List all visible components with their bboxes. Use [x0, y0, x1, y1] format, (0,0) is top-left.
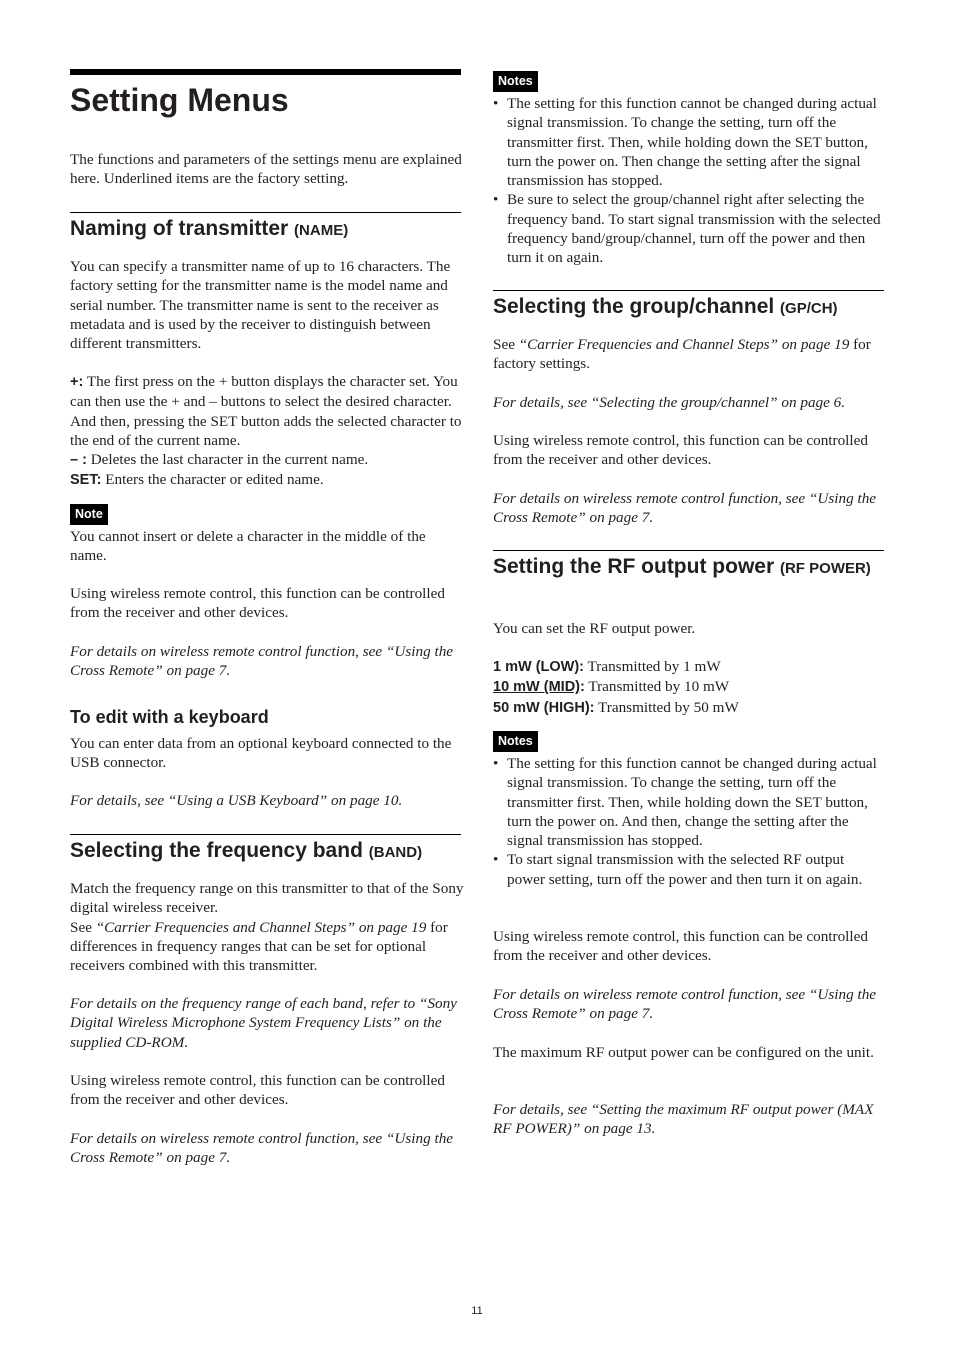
- group-remote-reference: For details on wireless remote control function, see “Using the Cross Remote” on page 7.: [493, 490, 877, 527]
- band-para: Match the frequency range on this transmitter to that of the Sony digital wireless receiver.: [70, 880, 464, 917]
- section-heading-band: [70, 834, 461, 866]
- see-prefix: See: [70, 918, 96, 936]
- naming-button-definitions: [70, 372, 465, 491]
- rf-intro: You can set the RF output power.: [493, 620, 696, 637]
- list-item: • Be sure to select the group/channel right after selecting the frequency band. To start signal transmission with the selected frequency band/group/channel, turn off the power and then turn it on again.: [493, 190, 885, 267]
- band-notes-list: [493, 94, 885, 268]
- option-text-mid: Transmitted by 10 mW: [584, 678, 730, 696]
- rf-remote-reference: For details on wireless remote control function, see “Using the Cross Remote” on page 7.: [493, 986, 877, 1023]
- section-heading-rf: [493, 550, 884, 582]
- option-term-low: 1 mW (LOW):: [493, 659, 585, 675]
- naming-remote-reference: For details on wireless remote control function, see “Using the Cross Remote” on page 7.: [70, 643, 454, 680]
- option-text-high: Transmitted by 50 mW: [594, 698, 739, 716]
- set-term: SET:: [70, 472, 102, 489]
- keyboard-subheading: To edit with a keyboard: [70, 707, 269, 727]
- page-number: 11: [471, 1305, 483, 1317]
- option-term-high: 50 mW (HIGH):: [493, 699, 595, 716]
- group-remote-text: Using wireless remote control, this function can be controlled from the receiver and other devices.: [493, 432, 868, 469]
- rf-remote-text: Using wireless remote control, this function can be controlled from the receiver and other devices.: [493, 928, 868, 965]
- heading-text: Selecting the frequency band: [70, 839, 363, 862]
- heading-text: Setting the RF output power: [493, 555, 775, 578]
- option-term-mid-colon: :: [580, 679, 585, 696]
- rf-options: [493, 657, 888, 718]
- heading-text: Naming of transmitter: [70, 217, 289, 240]
- naming-note-text: You cannot insert or delete a character in the middle of the name.: [70, 528, 426, 565]
- band-description: [70, 879, 465, 975]
- section-heading-group: [493, 290, 884, 322]
- option-text-low: Transmitted by 1 mW: [584, 658, 721, 675]
- minus-text: Deletes the last character in the current name.: [86, 451, 369, 469]
- plus-term: +:: [70, 374, 84, 390]
- group-see-text: [493, 335, 888, 374]
- keyboard-text: You can enter data from an optional keyboard connected to the USB connector.: [70, 735, 452, 772]
- band-remote-reference: For details on wireless remote control function, see “Using the Cross Remote” on page 7.: [70, 1130, 454, 1167]
- group-details-reference: For details, see “Selecting the group/channel” on page 6.: [493, 394, 846, 411]
- option-term-mid: 10 mW (MID): [493, 679, 580, 696]
- see-suffix: for differences in frequency ranges that can be set for optional receivers combined with this transmitter.: [70, 918, 448, 975]
- section-heading-naming: [70, 212, 461, 244]
- page-title: Setting Menus: [70, 69, 461, 120]
- list-item: • The setting for this function cannot be changed during actual signal transmission. To change the setting, turn off the transmitter first. Then, while holding down the SET button, turn the power on. And then, change the setting after the signal transmission has stopped.: [493, 754, 885, 850]
- notes-label: Notes: [493, 71, 538, 92]
- minus-term: – :: [70, 452, 87, 469]
- keyboard-reference: For details, see “Using a USB Keyboard” on page 10.: [70, 792, 403, 809]
- rf-max-text: The maximum RF output power can be configured on the unit.: [493, 1044, 874, 1061]
- see-reference: “Carrier Frequencies and Channel Steps” on page 19: [95, 918, 427, 936]
- heading-code: (RF POWER): [779, 560, 871, 577]
- set-text: Enters the character or edited name.: [101, 471, 324, 489]
- note-label: Note: [70, 504, 108, 525]
- see-prefix: See: [493, 336, 519, 353]
- rf-notes-list: [493, 754, 885, 889]
- see-suffix: for factory settings.: [493, 336, 871, 373]
- heading-code: (BAND): [368, 844, 423, 861]
- heading-text: Selecting the group/channel: [493, 295, 775, 318]
- naming-description: You can specify a transmitter name of up to 16 characters. The factory setting for the transmitter name is the model name and serial number. The transmitter name is sent to the receiver as metadata and is used by the receiver to distinguish between different transmitters.: [70, 258, 451, 353]
- intro-paragraph: The functions and parameters of the settings menu are explained here. Underlined items are the factory setting.: [70, 151, 462, 188]
- heading-code: (GP/CH): [780, 300, 838, 317]
- see-reference: “Carrier Frequencies and Channel Steps” on page 19: [518, 336, 850, 353]
- list-item: • To start signal transmission with the selected RF output power setting, turn off the power and then turn it on again.: [493, 850, 885, 889]
- notes-label: Notes: [493, 731, 538, 752]
- rf-max-reference: For details, see “Setting the maximum RF output power (MAX RF POWER)” on page 13.: [493, 1101, 874, 1138]
- band-range-reference: For details on the frequency range of each band, refer to “Sony Digital Wireless Microphone System Frequency Lists” on the supplied CD-ROM.: [70, 995, 457, 1051]
- naming-remote-text: Using wireless remote control, this function can be controlled from the receiver and other devices.: [70, 585, 445, 622]
- list-item: • The setting for this function cannot be changed during actual signal transmission. To change the setting, turn off the transmitter first. Then, while holding down the SET button, turn the power on. Then change the setting after the signal transmission has stopped.: [493, 94, 885, 190]
- band-remote-text: Using wireless remote control, this function can be controlled from the receiver and other devices.: [70, 1072, 445, 1109]
- heading-code: (NAME): [294, 222, 349, 239]
- plus-text: The first press on the + button displays the character set. You can then use the + and – buttons to select the desired character. And then, pressing the SET button adds the selected character to the end of the current name.: [70, 373, 462, 449]
